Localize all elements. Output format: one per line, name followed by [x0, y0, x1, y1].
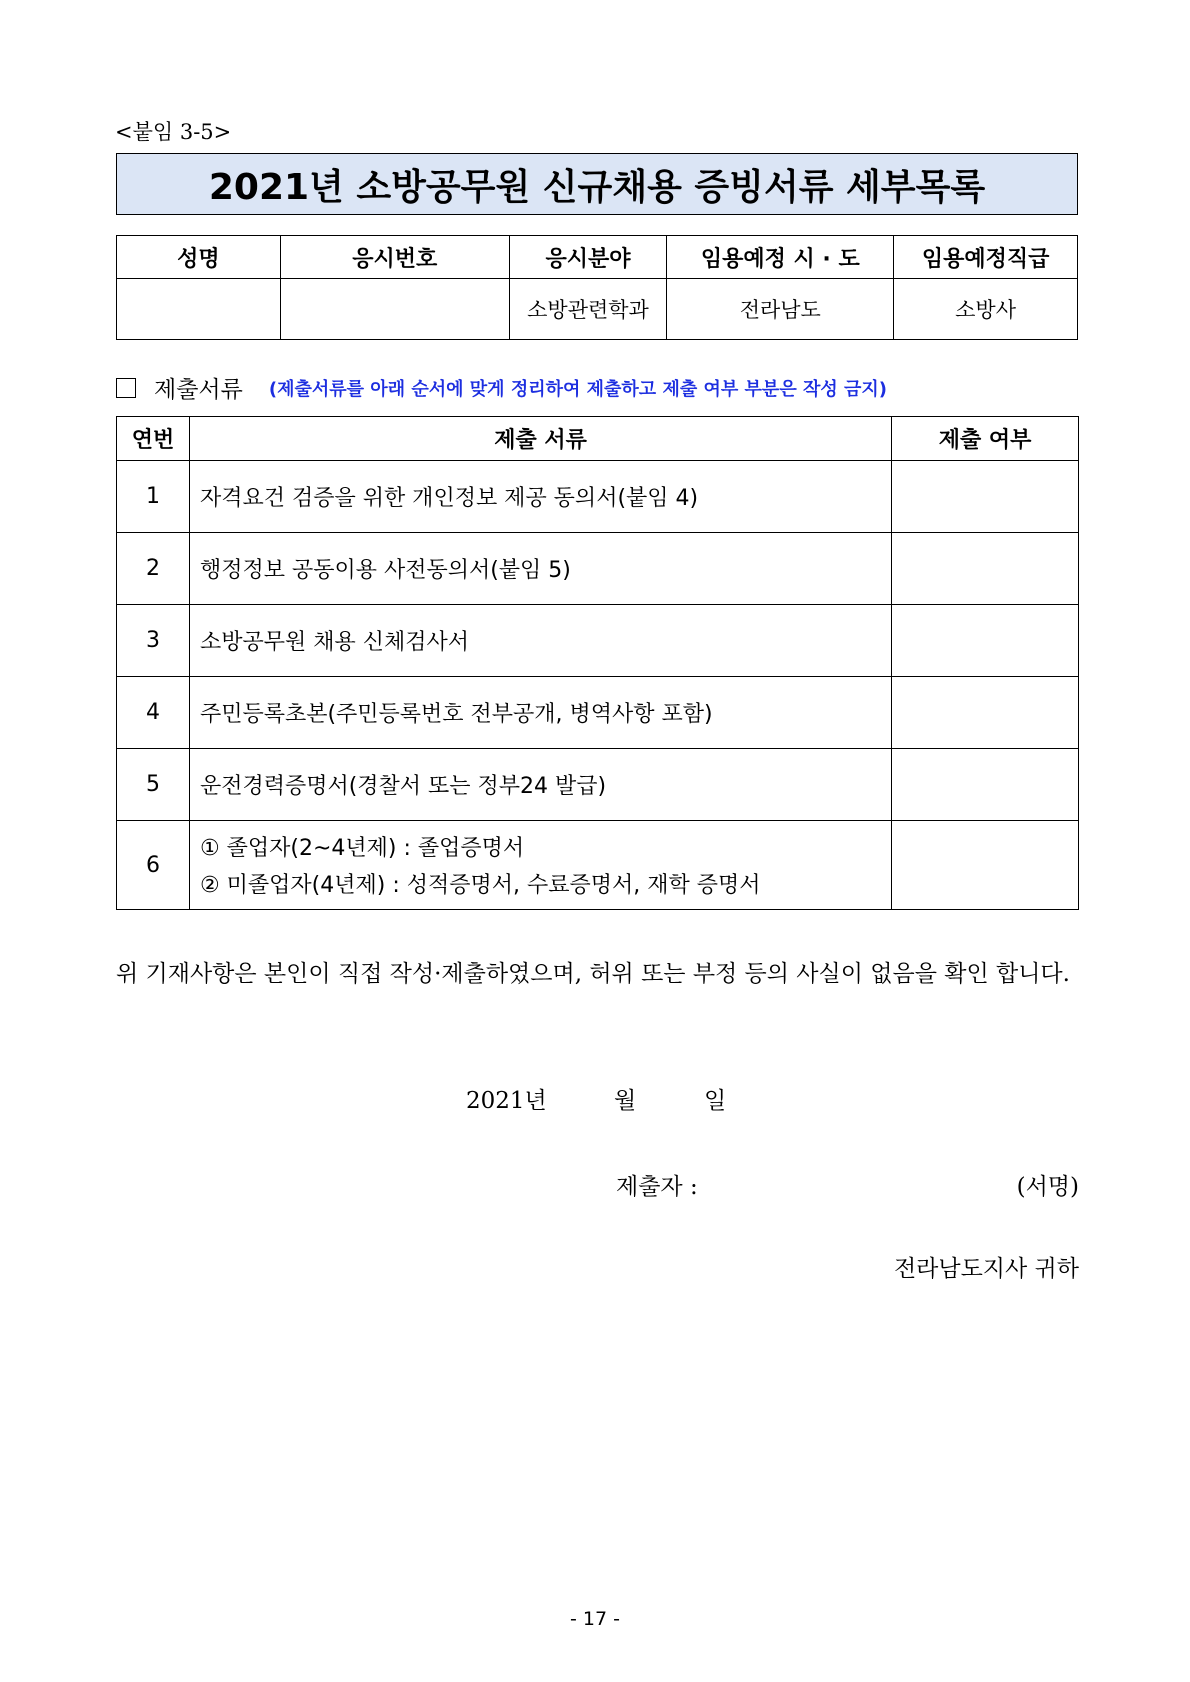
header-appointment-region: 임용예정 시 · 도: [667, 236, 894, 279]
row-document-line-graduate: ① 졸업자(2~4년제) : 졸업증명서: [199, 836, 525, 861]
row-document: [189, 821, 891, 910]
info-value-row: [117, 279, 1078, 340]
row-submitted: [892, 677, 1079, 749]
date-day: 일: [704, 1088, 727, 1114]
value-appointment-rank: 소방사: [894, 279, 1078, 340]
signature-mark: (서명): [1016, 1174, 1079, 1200]
checkbox-icon: [116, 378, 136, 398]
date-month: 월: [614, 1088, 637, 1114]
value-appointment-region: 전라남도: [667, 279, 894, 340]
row-document: 운전경력증명서(경찰서 또는 정부24 발급): [189, 749, 891, 821]
row-number: 6: [117, 821, 190, 910]
table-row: [117, 821, 1079, 910]
declaration-text: 위 기재사항은 본인이 직접 작성·제출하였으며, 허위 또는 부정 등의 사실이 없음을 확인 합니다.: [116, 961, 1070, 987]
row-number: 5: [117, 749, 190, 821]
row-submitted: [892, 749, 1079, 821]
header-submitted: 제출 여부: [892, 417, 1079, 461]
header-document: 제출 서류: [189, 417, 891, 461]
value-exam-field: 소방관련학과: [509, 279, 667, 340]
row-number: 4: [117, 677, 190, 749]
table-row: [117, 749, 1079, 821]
row-number: 3: [117, 605, 190, 677]
submitter-label: 제출자 :: [616, 1174, 698, 1200]
document-title: 2021년 소방공무원 신규채용 증빙서류 세부목록: [116, 153, 1078, 215]
info-header-row: [117, 236, 1078, 279]
header-name: 성명: [117, 236, 281, 279]
row-submitted: [892, 461, 1079, 533]
docs-header-row: [117, 417, 1079, 461]
header-serial: 연번: [117, 417, 190, 461]
row-document: 주민등록초본(주민등록번호 전부공개, 병역사항 포함): [189, 677, 891, 749]
header-exam-field: 응시분야: [509, 236, 667, 279]
row-submitted: [892, 821, 1079, 910]
submission-docs-table: [116, 416, 1079, 910]
row-document: 행정정보 공동이용 사전동의서(붙임 5): [189, 533, 891, 605]
row-number: 2: [117, 533, 190, 605]
section-note: (제출서류를 아래 순서에 맞게 정리하여 제출하고 제출 여부 부분은 작성 금지): [268, 378, 888, 400]
table-row: [117, 677, 1079, 749]
row-document-line-non-graduate: ② 미졸업자(4년제) : 성적증명서, 수료증명서, 재학 증명서: [199, 873, 761, 898]
value-exam-number[interactable]: [280, 279, 509, 340]
row-submitted: [892, 605, 1079, 677]
date-year: 2021년: [466, 1088, 547, 1114]
header-exam-number: 응시번호: [280, 236, 509, 279]
row-document: 자격요건 검증을 위한 개인정보 제공 동의서(붙임 4): [189, 461, 891, 533]
table-row: [117, 605, 1079, 677]
attachment-label: <붙임 3-5>: [115, 120, 232, 144]
value-name[interactable]: [117, 279, 281, 340]
applicant-info-table: [116, 235, 1078, 340]
addressee: 전라남도지사 귀하: [893, 1256, 1079, 1282]
section-label: 제출서류: [154, 377, 243, 403]
submission-section-heading: [116, 371, 887, 404]
header-appointment-rank: 임용예정직급: [894, 236, 1078, 279]
row-submitted: [892, 533, 1079, 605]
table-row: [117, 461, 1079, 533]
table-row: [117, 533, 1079, 605]
row-number: 1: [117, 461, 190, 533]
page-number: - 17 -: [570, 1608, 620, 1630]
row-document: 소방공무원 채용 신체검사서: [189, 605, 891, 677]
